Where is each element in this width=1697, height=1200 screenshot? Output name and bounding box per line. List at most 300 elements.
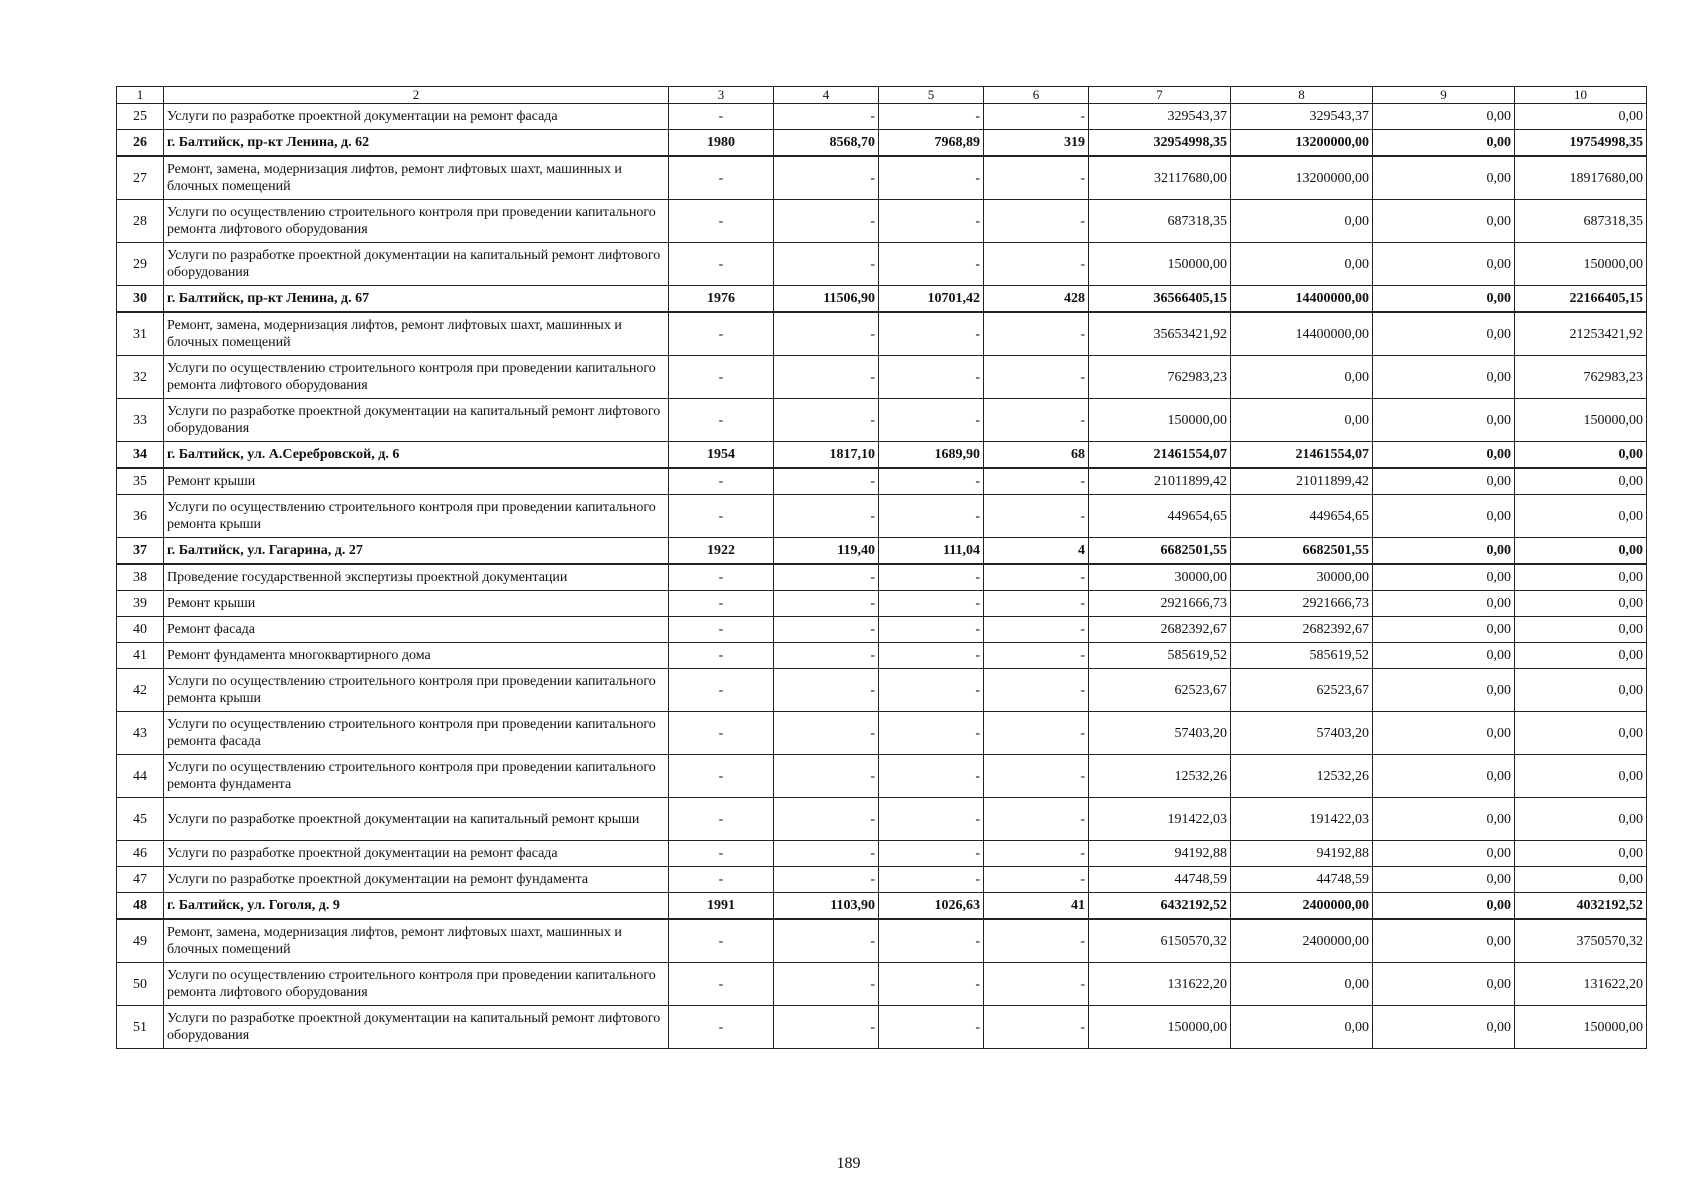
- area-total-cell: -: [774, 712, 879, 755]
- budget-cost-cell: 0,00: [1373, 312, 1515, 356]
- row-number-cell: 39: [117, 591, 164, 617]
- description-cell: Ремонт крыши: [164, 468, 669, 495]
- residents-cell: -: [984, 867, 1089, 893]
- area-total-cell: -: [774, 919, 879, 963]
- description-cell: Услуги по разработке проектной документации на капитальный ремонт лифтового оборудования: [164, 399, 669, 442]
- total-cost-cell: 21461554,07: [1089, 442, 1231, 469]
- budget-cost-cell: 0,00: [1373, 130, 1515, 157]
- budget-cost-cell: 0,00: [1373, 156, 1515, 200]
- fund-cost-cell: 0,00: [1231, 963, 1373, 1006]
- fund-cost-cell: 0,00: [1231, 200, 1373, 243]
- other-cost-cell: 0,00: [1515, 712, 1647, 755]
- column-header: 10: [1515, 87, 1647, 104]
- row-number-cell: 44: [117, 755, 164, 798]
- other-cost-cell: 687318,35: [1515, 200, 1647, 243]
- area-living-cell: -: [879, 617, 984, 643]
- table-row: [117, 867, 1647, 893]
- table-row: [117, 312, 1647, 356]
- residents-cell: -: [984, 669, 1089, 712]
- description-cell: г. Балтийск, ул. А.Серебровской, д. 6: [164, 442, 669, 469]
- page-number: 189: [836, 1155, 861, 1172]
- budget-cost-cell: 0,00: [1373, 104, 1515, 130]
- year-cell: -: [669, 495, 774, 538]
- other-cost-cell: 3750570,32: [1515, 919, 1647, 963]
- area-total-cell: 119,40: [774, 538, 879, 565]
- residents-cell: -: [984, 712, 1089, 755]
- fund-cost-cell: 6682501,55: [1231, 538, 1373, 565]
- other-cost-cell: 762983,23: [1515, 356, 1647, 399]
- area-living-cell: 1026,63: [879, 893, 984, 920]
- budget-cost-cell: 0,00: [1373, 495, 1515, 538]
- year-cell: -: [669, 104, 774, 130]
- year-cell: -: [669, 312, 774, 356]
- other-cost-cell: 19754998,35: [1515, 130, 1647, 157]
- other-cost-cell: 150000,00: [1515, 399, 1647, 442]
- other-cost-cell: 0,00: [1515, 617, 1647, 643]
- table-row: [117, 591, 1647, 617]
- row-number-cell: 28: [117, 200, 164, 243]
- total-cost-cell: 21011899,42: [1089, 468, 1231, 495]
- budget-cost-cell: 0,00: [1373, 755, 1515, 798]
- description-cell: Проведение государственной экспертизы проектной документации: [164, 564, 669, 591]
- total-cost-cell: 35653421,92: [1089, 312, 1231, 356]
- row-number-cell: 43: [117, 712, 164, 755]
- address-row: [117, 286, 1647, 313]
- year-cell: 1976: [669, 286, 774, 313]
- fund-cost-cell: 449654,65: [1231, 495, 1373, 538]
- row-number-cell: 34: [117, 442, 164, 469]
- year-cell: -: [669, 468, 774, 495]
- total-cost-cell: 762983,23: [1089, 356, 1231, 399]
- residents-cell: -: [984, 104, 1089, 130]
- area-total-cell: -: [774, 468, 879, 495]
- table-row: [117, 755, 1647, 798]
- row-number-cell: 50: [117, 963, 164, 1006]
- area-living-cell: -: [879, 591, 984, 617]
- area-total-cell: -: [774, 867, 879, 893]
- table-row: [117, 156, 1647, 200]
- total-cost-cell: 32954998,35: [1089, 130, 1231, 157]
- row-number-cell: 38: [117, 564, 164, 591]
- area-living-cell: -: [879, 643, 984, 669]
- column-header: 1: [117, 87, 164, 104]
- budget-cost-cell: 0,00: [1373, 564, 1515, 591]
- fund-cost-cell: 57403,20: [1231, 712, 1373, 755]
- budget-cost-cell: 0,00: [1373, 200, 1515, 243]
- other-cost-cell: 0,00: [1515, 841, 1647, 867]
- year-cell: -: [669, 200, 774, 243]
- area-living-cell: -: [879, 798, 984, 841]
- column-header: 9: [1373, 87, 1515, 104]
- column-header: 3: [669, 87, 774, 104]
- residents-cell: -: [984, 841, 1089, 867]
- column-header: 4: [774, 87, 879, 104]
- fund-cost-cell: 585619,52: [1231, 643, 1373, 669]
- row-number-cell: 32: [117, 356, 164, 399]
- area-total-cell: -: [774, 643, 879, 669]
- row-number-cell: 40: [117, 617, 164, 643]
- area-total-cell: -: [774, 312, 879, 356]
- budget-cost-cell: 0,00: [1373, 243, 1515, 286]
- residents-cell: 428: [984, 286, 1089, 313]
- other-cost-cell: 0,00: [1515, 643, 1647, 669]
- table-row: [117, 200, 1647, 243]
- description-cell: Услуги по разработке проектной документации на капитальный ремонт крыши: [164, 798, 669, 841]
- budget-cost-cell: 0,00: [1373, 617, 1515, 643]
- description-cell: Услуги по осуществлению строительного контроля при проведении капитального ремонта лифтового оборудования: [164, 963, 669, 1006]
- row-number-cell: 35: [117, 468, 164, 495]
- area-living-cell: -: [879, 1006, 984, 1049]
- other-cost-cell: 0,00: [1515, 564, 1647, 591]
- budget-cost-cell: 0,00: [1373, 591, 1515, 617]
- residents-cell: -: [984, 243, 1089, 286]
- description-cell: Услуги по разработке проектной документации на ремонт фасада: [164, 841, 669, 867]
- other-cost-cell: 0,00: [1515, 495, 1647, 538]
- area-living-cell: -: [879, 712, 984, 755]
- description-cell: г. Балтийск, пр-кт Ленина, д. 62: [164, 130, 669, 157]
- area-total-cell: -: [774, 104, 879, 130]
- area-total-cell: -: [774, 156, 879, 200]
- row-number-cell: 30: [117, 286, 164, 313]
- budget-cost-cell: 0,00: [1373, 468, 1515, 495]
- fund-cost-cell: 44748,59: [1231, 867, 1373, 893]
- area-living-cell: -: [879, 867, 984, 893]
- residents-cell: -: [984, 564, 1089, 591]
- total-cost-cell: 191422,03: [1089, 798, 1231, 841]
- other-cost-cell: 18917680,00: [1515, 156, 1647, 200]
- year-cell: -: [669, 867, 774, 893]
- area-living-cell: 10701,42: [879, 286, 984, 313]
- residents-cell: -: [984, 617, 1089, 643]
- description-cell: Услуги по осуществлению строительного контроля при проведении капитального ремонта фундамента: [164, 755, 669, 798]
- fund-cost-cell: 12532,26: [1231, 755, 1373, 798]
- residents-cell: 319: [984, 130, 1089, 157]
- table-row: [117, 104, 1647, 130]
- residents-cell: -: [984, 643, 1089, 669]
- total-cost-cell: 6150570,32: [1089, 919, 1231, 963]
- other-cost-cell: 0,00: [1515, 538, 1647, 565]
- budget-cost-cell: 0,00: [1373, 841, 1515, 867]
- budget-cost-cell: 0,00: [1373, 1006, 1515, 1049]
- area-living-cell: -: [879, 919, 984, 963]
- area-living-cell: -: [879, 200, 984, 243]
- residents-cell: -: [984, 200, 1089, 243]
- fund-cost-cell: 2400000,00: [1231, 919, 1373, 963]
- area-total-cell: -: [774, 356, 879, 399]
- area-total-cell: -: [774, 1006, 879, 1049]
- table-row: [117, 643, 1647, 669]
- year-cell: -: [669, 643, 774, 669]
- fund-cost-cell: 14400000,00: [1231, 286, 1373, 313]
- area-living-cell: 111,04: [879, 538, 984, 565]
- row-number-cell: 46: [117, 841, 164, 867]
- row-number-cell: 31: [117, 312, 164, 356]
- area-living-cell: -: [879, 312, 984, 356]
- total-cost-cell: 2682392,67: [1089, 617, 1231, 643]
- area-total-cell: -: [774, 495, 879, 538]
- table-row: [117, 495, 1647, 538]
- other-cost-cell: 0,00: [1515, 468, 1647, 495]
- area-living-cell: -: [879, 564, 984, 591]
- other-cost-cell: 0,00: [1515, 798, 1647, 841]
- description-cell: Услуги по осуществлению строительного контроля при проведении капитального ремонта фасада: [164, 712, 669, 755]
- table-row: [117, 963, 1647, 1006]
- row-number-cell: 29: [117, 243, 164, 286]
- year-cell: 1991: [669, 893, 774, 920]
- description-cell: Услуги по осуществлению строительного контроля при проведении капитального ремонта лифтового оборудования: [164, 356, 669, 399]
- other-cost-cell: 0,00: [1515, 755, 1647, 798]
- area-total-cell: -: [774, 669, 879, 712]
- total-cost-cell: 12532,26: [1089, 755, 1231, 798]
- year-cell: -: [669, 841, 774, 867]
- table-row: [117, 564, 1647, 591]
- year-cell: -: [669, 798, 774, 841]
- description-cell: Услуги по разработке проектной документации на ремонт фасада: [164, 104, 669, 130]
- total-cost-cell: 687318,35: [1089, 200, 1231, 243]
- residents-cell: 41: [984, 893, 1089, 920]
- area-living-cell: -: [879, 399, 984, 442]
- fund-cost-cell: 2400000,00: [1231, 893, 1373, 920]
- budget-cost-cell: 0,00: [1373, 798, 1515, 841]
- description-cell: Ремонт фасада: [164, 617, 669, 643]
- total-cost-cell: 94192,88: [1089, 841, 1231, 867]
- description-cell: г. Балтийск, пр-кт Ленина, д. 67: [164, 286, 669, 313]
- year-cell: 1922: [669, 538, 774, 565]
- row-number-cell: 48: [117, 893, 164, 920]
- residents-cell: -: [984, 468, 1089, 495]
- fund-cost-cell: 13200000,00: [1231, 156, 1373, 200]
- total-cost-cell: 329543,37: [1089, 104, 1231, 130]
- area-living-cell: -: [879, 356, 984, 399]
- column-header: 5: [879, 87, 984, 104]
- table-row: [117, 669, 1647, 712]
- fund-cost-cell: 329543,37: [1231, 104, 1373, 130]
- area-total-cell: -: [774, 755, 879, 798]
- address-row: [117, 130, 1647, 157]
- budget-cost-cell: 0,00: [1373, 538, 1515, 565]
- area-living-cell: -: [879, 669, 984, 712]
- other-cost-cell: 0,00: [1515, 591, 1647, 617]
- budget-cost-cell: 0,00: [1373, 286, 1515, 313]
- residents-cell: -: [984, 356, 1089, 399]
- fund-cost-cell: 13200000,00: [1231, 130, 1373, 157]
- fund-cost-cell: 0,00: [1231, 399, 1373, 442]
- fund-cost-cell: 21011899,42: [1231, 468, 1373, 495]
- description-cell: Услуги по осуществлению строительного контроля при проведении капитального ремонта крыши: [164, 495, 669, 538]
- budget-cost-cell: 0,00: [1373, 893, 1515, 920]
- budget-cost-cell: 0,00: [1373, 867, 1515, 893]
- year-cell: -: [669, 156, 774, 200]
- table-row: [117, 919, 1647, 963]
- description-cell: Услуги по осуществлению строительного контроля при проведении капитального ремонта лифтового оборудования: [164, 200, 669, 243]
- residents-cell: 68: [984, 442, 1089, 469]
- area-total-cell: -: [774, 200, 879, 243]
- description-cell: Услуги по разработке проектной документации на капитальный ремонт лифтового оборудования: [164, 243, 669, 286]
- row-number-cell: 49: [117, 919, 164, 963]
- row-number-cell: 51: [117, 1006, 164, 1049]
- area-total-cell: -: [774, 963, 879, 1006]
- description-cell: Ремонт, замена, модернизация лифтов, ремонт лифтовых шахт, машинных и блочных помещений: [164, 156, 669, 200]
- row-number-cell: 37: [117, 538, 164, 565]
- residents-cell: -: [984, 1006, 1089, 1049]
- area-total-cell: -: [774, 591, 879, 617]
- table-row: [117, 617, 1647, 643]
- total-cost-cell: 131622,20: [1089, 963, 1231, 1006]
- other-cost-cell: 21253421,92: [1515, 312, 1647, 356]
- address-row: [117, 538, 1647, 565]
- other-cost-cell: 150000,00: [1515, 1006, 1647, 1049]
- fund-cost-cell: 0,00: [1231, 1006, 1373, 1049]
- residents-cell: -: [984, 312, 1089, 356]
- area-living-cell: -: [879, 841, 984, 867]
- budget-cost-cell: 0,00: [1373, 356, 1515, 399]
- row-number-cell: 26: [117, 130, 164, 157]
- area-living-cell: -: [879, 468, 984, 495]
- residents-cell: -: [984, 919, 1089, 963]
- row-number-cell: 45: [117, 798, 164, 841]
- year-cell: -: [669, 243, 774, 286]
- area-total-cell: 1817,10: [774, 442, 879, 469]
- residents-cell: -: [984, 963, 1089, 1006]
- area-living-cell: -: [879, 755, 984, 798]
- budget-cost-cell: 0,00: [1373, 919, 1515, 963]
- works-table: [116, 86, 1647, 1049]
- fund-cost-cell: 14400000,00: [1231, 312, 1373, 356]
- fund-cost-cell: 2682392,67: [1231, 617, 1373, 643]
- area-living-cell: -: [879, 963, 984, 1006]
- year-cell: -: [669, 356, 774, 399]
- budget-cost-cell: 0,00: [1373, 669, 1515, 712]
- table-body: [117, 87, 1647, 1049]
- column-number-row: [117, 87, 1647, 104]
- residents-cell: -: [984, 495, 1089, 538]
- area-living-cell: 1689,90: [879, 442, 984, 469]
- residents-cell: -: [984, 399, 1089, 442]
- other-cost-cell: 4032192,52: [1515, 893, 1647, 920]
- table-row: [117, 399, 1647, 442]
- address-row: [117, 893, 1647, 920]
- table-row: [117, 798, 1647, 841]
- other-cost-cell: 0,00: [1515, 867, 1647, 893]
- area-total-cell: 8568,70: [774, 130, 879, 157]
- row-number-cell: 42: [117, 669, 164, 712]
- column-header: 7: [1089, 87, 1231, 104]
- total-cost-cell: 57403,20: [1089, 712, 1231, 755]
- total-cost-cell: 150000,00: [1089, 243, 1231, 286]
- budget-cost-cell: 0,00: [1373, 442, 1515, 469]
- total-cost-cell: 6432192,52: [1089, 893, 1231, 920]
- table-row: [117, 243, 1647, 286]
- total-cost-cell: 62523,67: [1089, 669, 1231, 712]
- fund-cost-cell: 62523,67: [1231, 669, 1373, 712]
- year-cell: 1980: [669, 130, 774, 157]
- budget-cost-cell: 0,00: [1373, 712, 1515, 755]
- residents-cell: -: [984, 156, 1089, 200]
- area-total-cell: -: [774, 617, 879, 643]
- table-row: [117, 356, 1647, 399]
- year-cell: -: [669, 712, 774, 755]
- fund-cost-cell: 2921666,73: [1231, 591, 1373, 617]
- budget-cost-cell: 0,00: [1373, 963, 1515, 1006]
- area-living-cell: -: [879, 156, 984, 200]
- year-cell: -: [669, 919, 774, 963]
- other-cost-cell: 0,00: [1515, 669, 1647, 712]
- description-cell: Услуги по осуществлению строительного контроля при проведении капитального ремонта крыши: [164, 669, 669, 712]
- fund-cost-cell: 191422,03: [1231, 798, 1373, 841]
- fund-cost-cell: 0,00: [1231, 356, 1373, 399]
- other-cost-cell: 22166405,15: [1515, 286, 1647, 313]
- column-header: 8: [1231, 87, 1373, 104]
- total-cost-cell: 36566405,15: [1089, 286, 1231, 313]
- total-cost-cell: 150000,00: [1089, 1006, 1231, 1049]
- area-total-cell: 1103,90: [774, 893, 879, 920]
- fund-cost-cell: 21461554,07: [1231, 442, 1373, 469]
- area-total-cell: -: [774, 798, 879, 841]
- table-row: [117, 1006, 1647, 1049]
- row-number-cell: 25: [117, 104, 164, 130]
- year-cell: -: [669, 617, 774, 643]
- area-living-cell: -: [879, 104, 984, 130]
- description-cell: Ремонт, замена, модернизация лифтов, ремонт лифтовых шахт, машинных и блочных помещений: [164, 312, 669, 356]
- total-cost-cell: 44748,59: [1089, 867, 1231, 893]
- total-cost-cell: 30000,00: [1089, 564, 1231, 591]
- area-total-cell: 11506,90: [774, 286, 879, 313]
- residents-cell: -: [984, 755, 1089, 798]
- description-cell: Услуги по разработке проектной документации на капитальный ремонт лифтового оборудования: [164, 1006, 669, 1049]
- table-row: [117, 841, 1647, 867]
- total-cost-cell: 150000,00: [1089, 399, 1231, 442]
- year-cell: -: [669, 399, 774, 442]
- residents-cell: -: [984, 798, 1089, 841]
- other-cost-cell: 131622,20: [1515, 963, 1647, 1006]
- column-header: 2: [164, 87, 669, 104]
- column-header: 6: [984, 87, 1089, 104]
- area-total-cell: -: [774, 399, 879, 442]
- residents-cell: -: [984, 591, 1089, 617]
- description-cell: Ремонт, замена, модернизация лифтов, ремонт лифтовых шахт, машинных и блочных помещений: [164, 919, 669, 963]
- other-cost-cell: 0,00: [1515, 442, 1647, 469]
- area-living-cell: -: [879, 243, 984, 286]
- fund-cost-cell: 30000,00: [1231, 564, 1373, 591]
- table-row: [117, 712, 1647, 755]
- total-cost-cell: 2921666,73: [1089, 591, 1231, 617]
- row-number-cell: 27: [117, 156, 164, 200]
- total-cost-cell: 32117680,00: [1089, 156, 1231, 200]
- year-cell: -: [669, 963, 774, 1006]
- total-cost-cell: 585619,52: [1089, 643, 1231, 669]
- fund-cost-cell: 94192,88: [1231, 841, 1373, 867]
- year-cell: 1954: [669, 442, 774, 469]
- year-cell: -: [669, 591, 774, 617]
- description-cell: г. Балтийск, ул. Гоголя, д. 9: [164, 893, 669, 920]
- description-cell: Ремонт крыши: [164, 591, 669, 617]
- fund-cost-cell: 0,00: [1231, 243, 1373, 286]
- description-cell: Услуги по разработке проектной документации на ремонт фундамента: [164, 867, 669, 893]
- residents-cell: 4: [984, 538, 1089, 565]
- total-cost-cell: 449654,65: [1089, 495, 1231, 538]
- year-cell: -: [669, 669, 774, 712]
- year-cell: -: [669, 564, 774, 591]
- area-total-cell: -: [774, 564, 879, 591]
- budget-cost-cell: 0,00: [1373, 399, 1515, 442]
- area-total-cell: -: [774, 243, 879, 286]
- area-living-cell: -: [879, 495, 984, 538]
- area-total-cell: -: [774, 841, 879, 867]
- description-cell: Ремонт фундамента многоквартирного дома: [164, 643, 669, 669]
- row-number-cell: 33: [117, 399, 164, 442]
- row-number-cell: 47: [117, 867, 164, 893]
- other-cost-cell: 0,00: [1515, 104, 1647, 130]
